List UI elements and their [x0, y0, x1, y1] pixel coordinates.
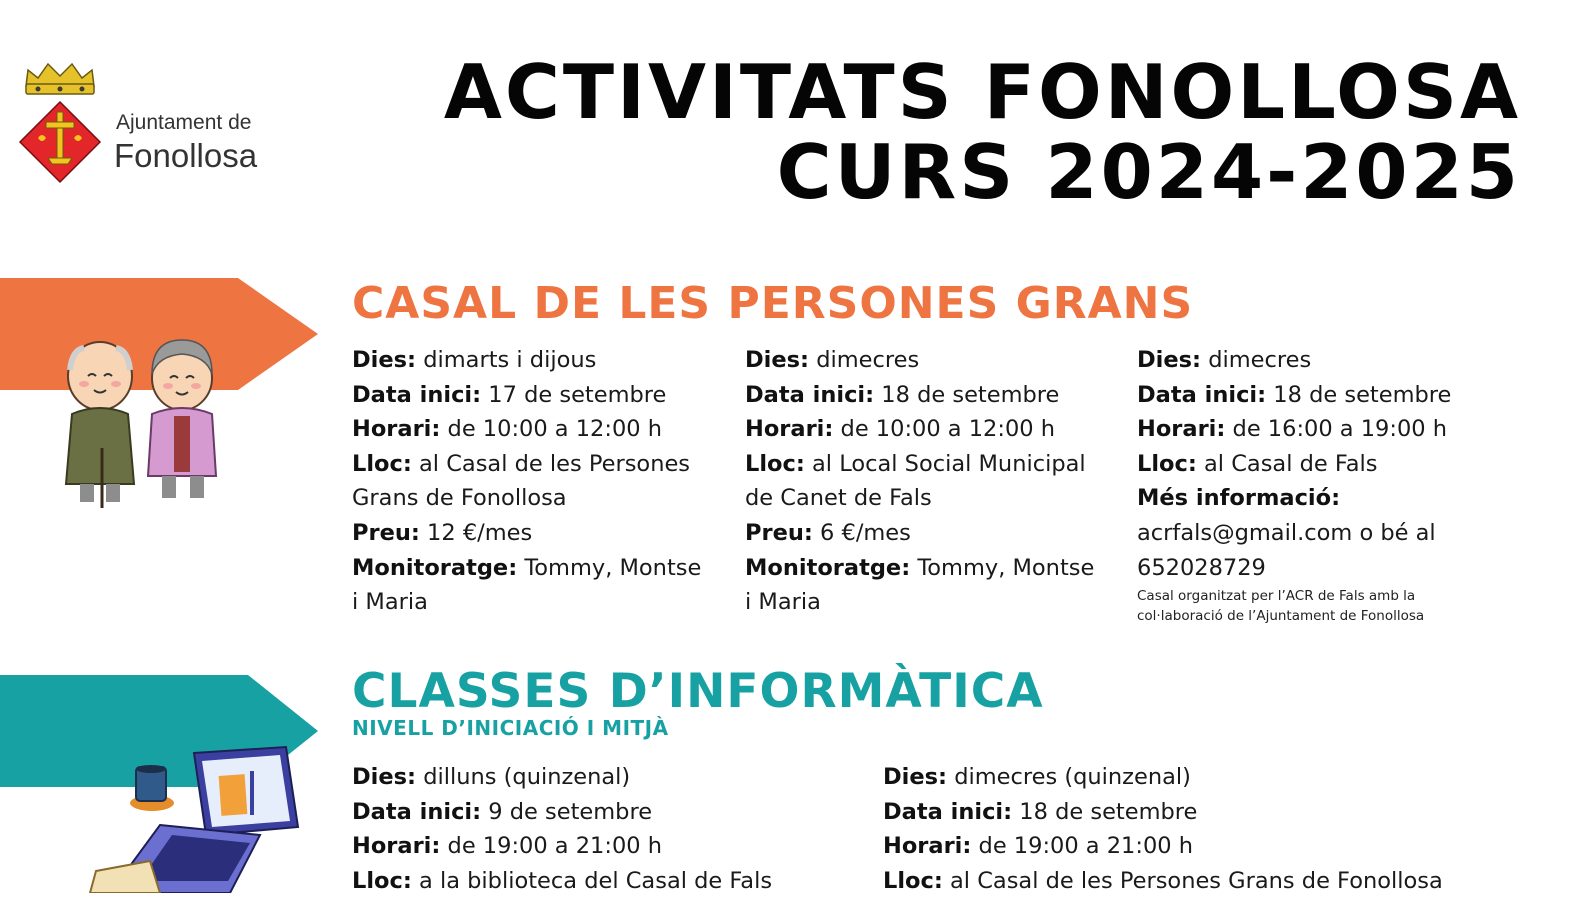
informatica-section-title: CLASSES D’INFORMÀTICA: [352, 664, 1044, 719]
informatica-subtitle: NIVELL D’INICIACIÓ I MITJÀ: [352, 716, 669, 740]
horari-label: Horari:: [352, 416, 441, 443]
data-value: 17 de setembre: [488, 381, 667, 408]
horari-value: de 19:00 a 21:00 h: [978, 833, 1193, 860]
horari-value: de 19:00 a 21:00 h: [447, 833, 662, 860]
dies-label: Dies:: [883, 764, 948, 790]
title-line-1: ACTIVITATS FONOLLOSA: [443, 48, 1521, 136]
title-line-2: CURS 2024-2025: [776, 128, 1521, 216]
lloc-label: Lloc:: [745, 450, 805, 477]
horari-value: de 10:00 a 12:00 h: [840, 416, 1055, 443]
footnote-line-1: Casal organitzat per l’ACR de Fals amb la: [1137, 588, 1416, 604]
lloc-label: Lloc:: [352, 867, 412, 894]
data-value: 9 de setembre: [488, 798, 653, 825]
dies-label: Dies:: [352, 764, 417, 790]
lloc-value: a la biblioteca del Casal de Fals: [419, 867, 773, 894]
monitoratge-value-cont: i Maria: [745, 589, 821, 616]
lloc-value: al Casal de les Persones: [419, 450, 691, 477]
data-label: Data inici:: [352, 798, 482, 825]
elderly-man-icon: [66, 342, 134, 508]
data-value: 18 de setembre: [1019, 798, 1198, 825]
data-label: Data inici:: [883, 798, 1013, 825]
lloc-value: al Casal de Fals: [1204, 450, 1378, 477]
casal-column-fonollosa: [352, 343, 732, 620]
data-value: 18 de setembre: [1273, 381, 1452, 408]
dies-label: Dies:: [1137, 347, 1202, 373]
lloc-value-cont: de Canet de Fals: [745, 485, 932, 512]
monitoratge-value: Tommy, Montse: [917, 554, 1095, 581]
informatica-column-fonollosa: [883, 760, 1523, 898]
preu-value: 6 €/mes: [820, 519, 911, 546]
elderly-woman-icon: [148, 340, 216, 498]
logo-text-ajuntament: Ajuntament de: [116, 111, 252, 134]
coat-of-arms-icon: [18, 58, 118, 188]
horari-value: de 10:00 a 12:00 h: [447, 416, 662, 443]
dies-label: Dies:: [745, 347, 810, 373]
lloc-value-cont: Grans de Fonollosa: [352, 485, 567, 512]
page-title: [443, 48, 1521, 216]
dies-value: dimecres: [1208, 347, 1312, 373]
info-label: Més informació:: [1137, 485, 1341, 512]
horari-label: Horari:: [745, 416, 834, 443]
horari-label: Horari:: [1137, 416, 1226, 443]
lloc-value: al Local Social Municipal: [812, 450, 1086, 477]
footnote-line-2: col·laboració de l’Ajuntament de Fonollosa: [1137, 608, 1425, 624]
horari-value: de 16:00 a 19:00 h: [1232, 416, 1447, 443]
preu-value: 12 €/mes: [427, 519, 533, 546]
lloc-value: al Casal de les Persones Grans de Fonollosa: [950, 867, 1443, 894]
dies-value: dimecres (quinzenal): [954, 764, 1191, 790]
logo-text-fonollosa: Fonollosa: [114, 137, 258, 174]
dies-value: dimecres: [816, 347, 920, 373]
preu-label: Preu:: [745, 519, 813, 546]
monitoratge-label: Monitoratge:: [745, 554, 911, 581]
monitoratge-value: Tommy, Montse: [524, 554, 702, 581]
lloc-label: Lloc:: [883, 867, 943, 894]
info-phone: 652028729: [1137, 554, 1266, 581]
casal-banner-arrow: [0, 278, 318, 518]
horari-label: Horari:: [883, 833, 972, 860]
casal-column-fals: [1137, 343, 1537, 585]
data-label: Data inici:: [1137, 381, 1267, 408]
informatica-banner-arrow: [0, 675, 318, 893]
casal-column-canet: [745, 343, 1125, 620]
info-contact: acrfals@gmail.com o bé al: [1137, 519, 1436, 546]
dies-label: Dies:: [352, 347, 417, 373]
monitoratge-value-cont: i Maria: [352, 589, 428, 616]
dies-value: dimarts i dijous: [423, 347, 597, 373]
dies-value: dilluns (quinzenal): [423, 764, 631, 790]
casal-section-title: CASAL DE LES PERSONES GRANS: [352, 278, 1194, 329]
lloc-label: Lloc:: [352, 450, 412, 477]
lloc-label: Lloc:: [1137, 450, 1197, 477]
horari-label: Horari:: [352, 833, 441, 860]
preu-label: Preu:: [352, 519, 420, 546]
monitoratge-label: Monitoratge:: [352, 554, 518, 581]
informatica-column-fals: [352, 760, 872, 898]
casal-footnote: [1137, 586, 1424, 626]
data-label: Data inici:: [745, 381, 875, 408]
data-label: Data inici:: [352, 381, 482, 408]
data-value: 18 de setembre: [881, 381, 1060, 408]
